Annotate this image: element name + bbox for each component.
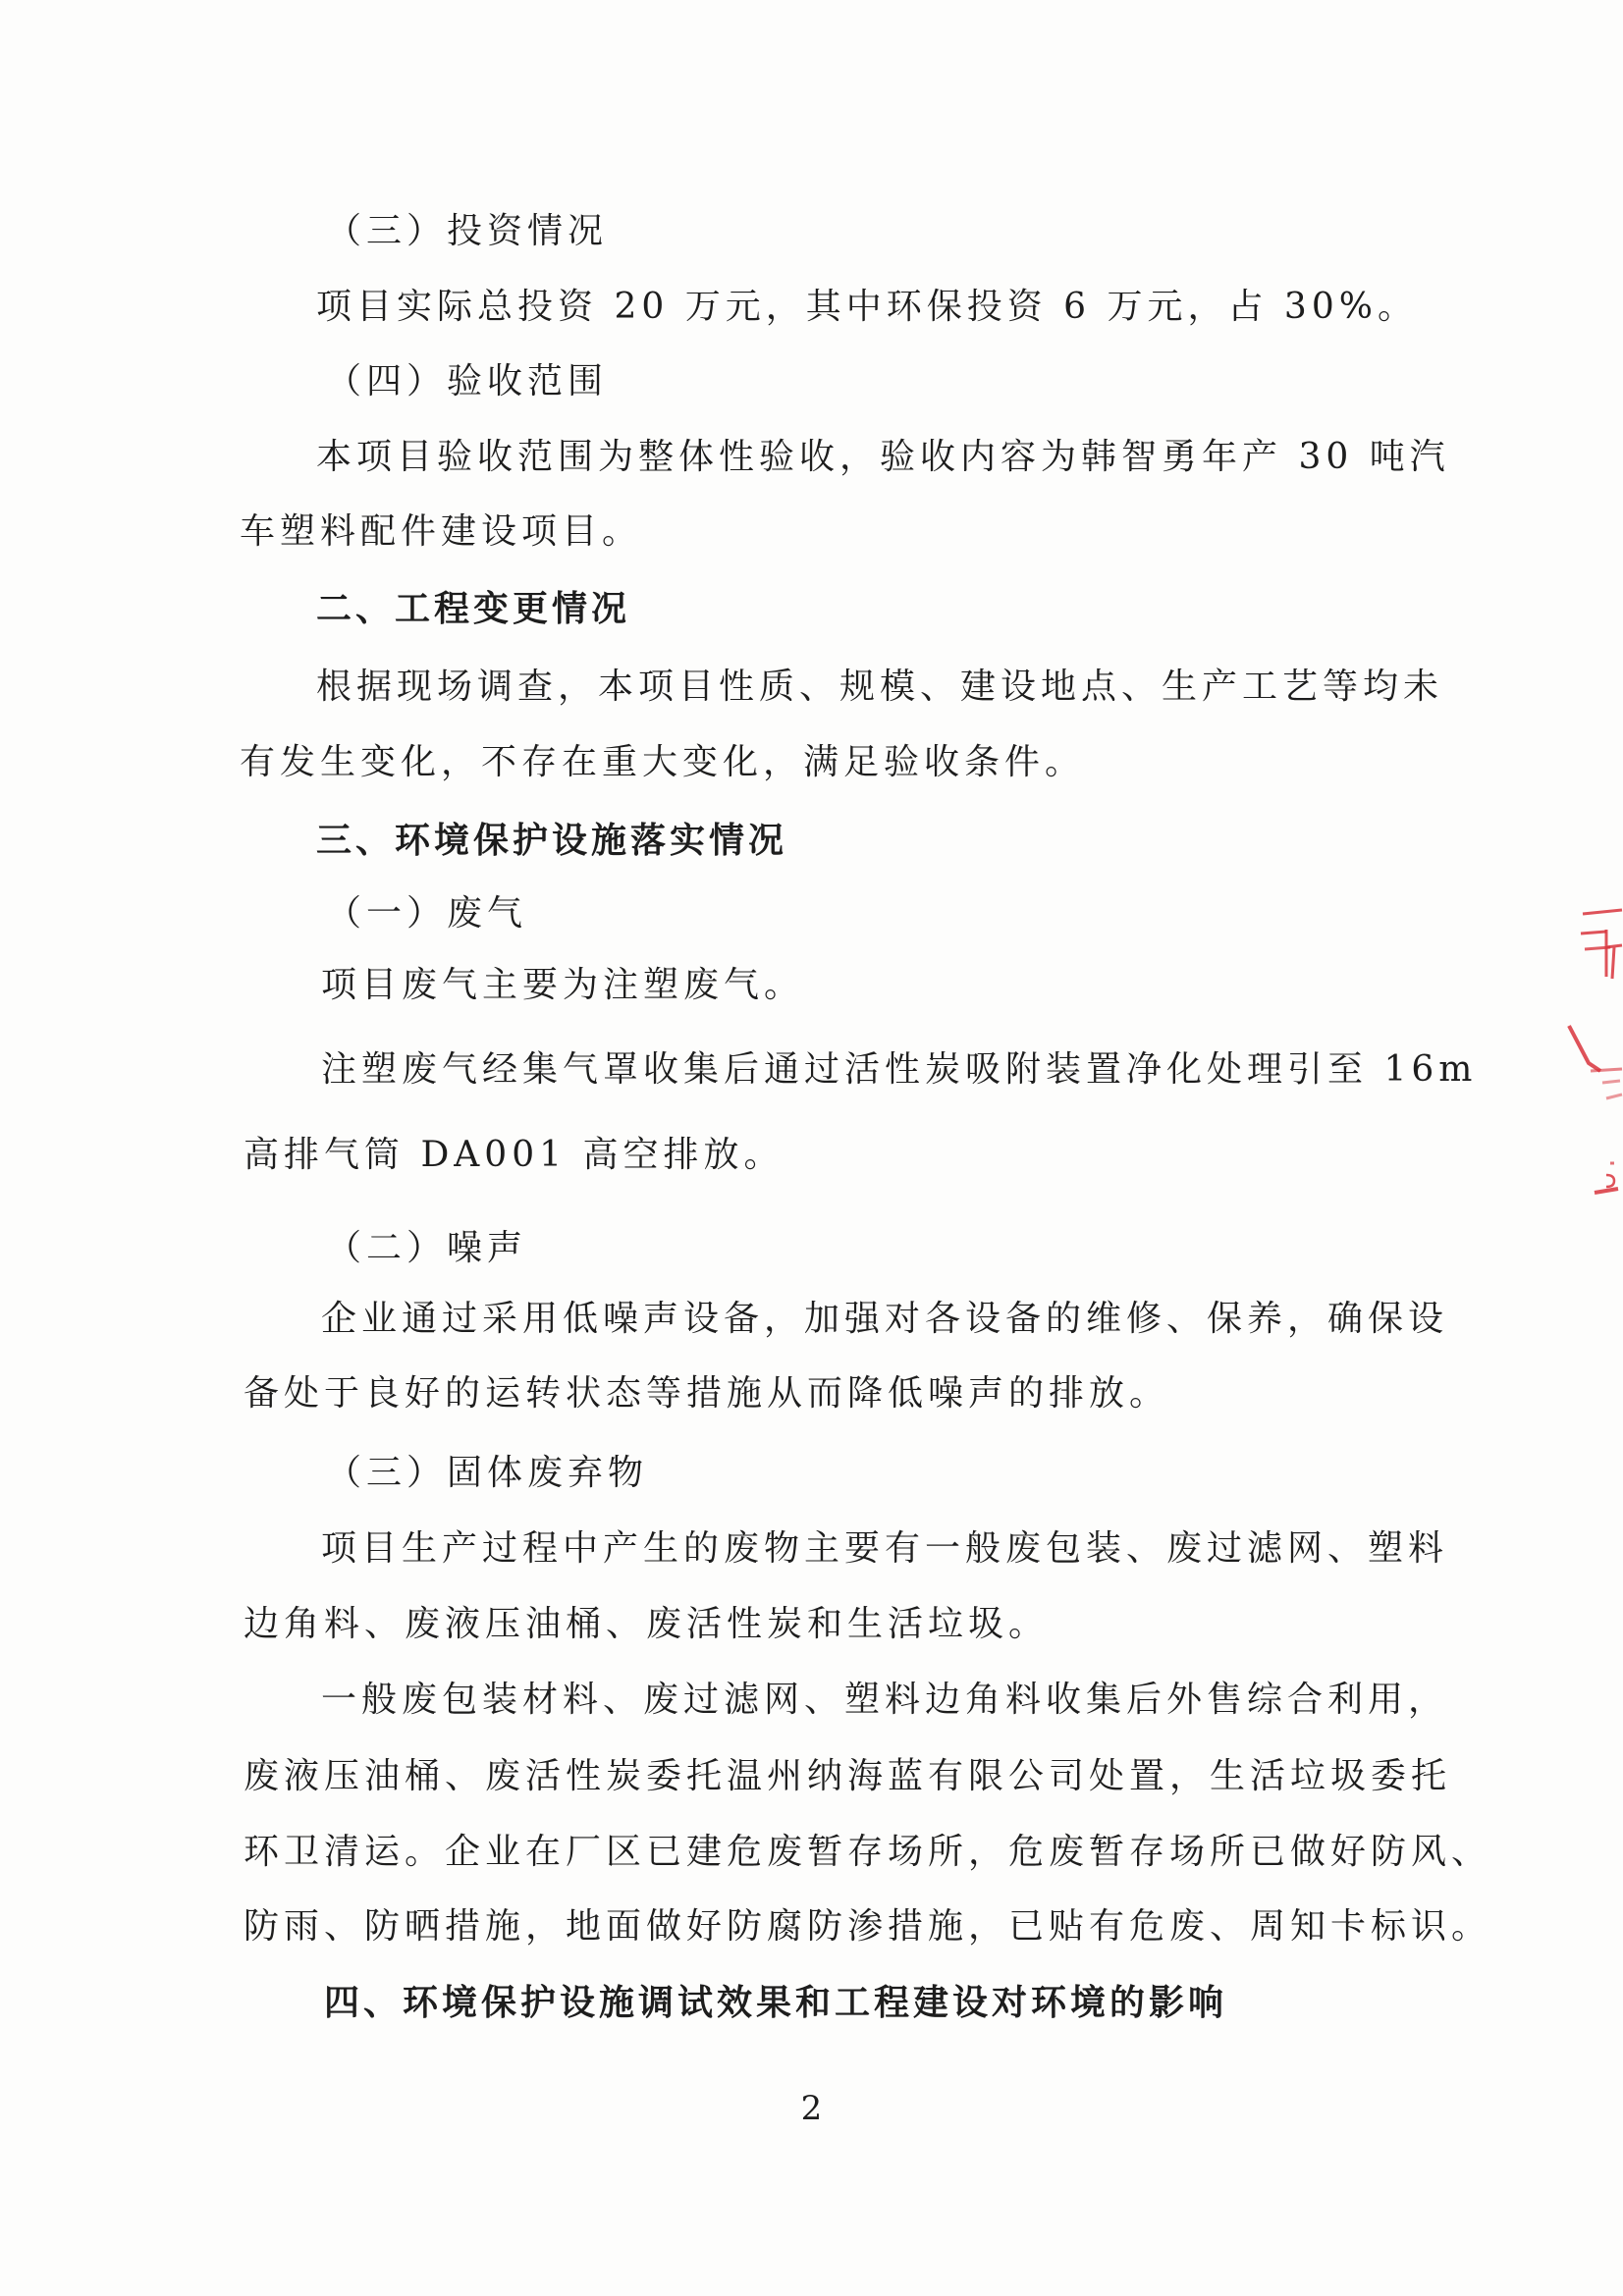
- red-seal-stamp: [1563, 888, 1623, 1222]
- paragraph-line: 边角料、废液压油桶、废活性炭和生活垃圾。: [243, 1604, 1050, 1644]
- paragraph-line: 注塑废气经集气罩收集后通过活性炭吸附装置净化处理引至 16m: [321, 1049, 1478, 1090]
- paragraph-line: 环卫清运。企业在厂区已建危废暂存场所，危废暂存场所已做好防风、: [243, 1832, 1492, 1872]
- paragraph-line: 备处于良好的运转状态等措施从而降低噪声的排放。: [243, 1373, 1170, 1414]
- paragraph-line: 有发生变化，不存在重大变化，满足验收条件。: [240, 742, 1086, 782]
- paragraph-line: 高排气筒 DA001 高空排放。: [243, 1135, 784, 1175]
- page-number: 2: [800, 2089, 823, 2128]
- section-heading-facilities: 三、环境保护设施落实情况: [316, 820, 788, 861]
- subheading-solid-waste: （三）固体废弃物: [326, 1453, 649, 1493]
- paragraph-line: 项目废气主要为注塑废气。: [321, 965, 805, 1005]
- section-heading-changes: 二、工程变更情况: [316, 588, 631, 629]
- paragraph-line: 一般废包装材料、废过滤网、塑料边角料收集后外售综合利用，: [321, 1680, 1449, 1720]
- paragraph-line: 项目生产过程中产生的废物主要有一般废包装、废过滤网、塑料: [321, 1528, 1449, 1569]
- paragraph-line: 项目实际总投资 20 万元，其中环保投资 6 万元，占 30%。: [316, 287, 1418, 327]
- paragraph-line: 企业通过采用低噪声设备，加强对各设备的维修、保养，确保设: [321, 1299, 1449, 1339]
- section-heading-effects: 四、环境保护设施调试效果和工程建设对环境的影响: [324, 1982, 1228, 2023]
- subheading-exhaust-gas: （一）废气: [326, 893, 528, 934]
- paragraph-line: 废液压油桶、废活性炭委托温州纳海蓝有限公司处置，生活垃圾委托: [243, 1756, 1452, 1796]
- paragraph-line: 防雨、防晒措施，地面做好防腐防渗措施，已贴有危废、周知卡标识。: [243, 1906, 1492, 1947]
- subheading-acceptance-scope: （四）验收范围: [326, 361, 609, 401]
- subheading-investment: （三）投资情况: [326, 211, 609, 251]
- paragraph-line: 本项目验收范围为整体性验收，验收内容为韩智勇年产 30 吨汽: [316, 437, 1450, 477]
- paragraph-line: 根据现场调查，本项目性质、规模、建设地点、生产工艺等均未: [316, 667, 1444, 707]
- paragraph-line: 车塑料配件建设项目。: [240, 511, 643, 552]
- subheading-noise: （二）噪声: [326, 1228, 528, 1268]
